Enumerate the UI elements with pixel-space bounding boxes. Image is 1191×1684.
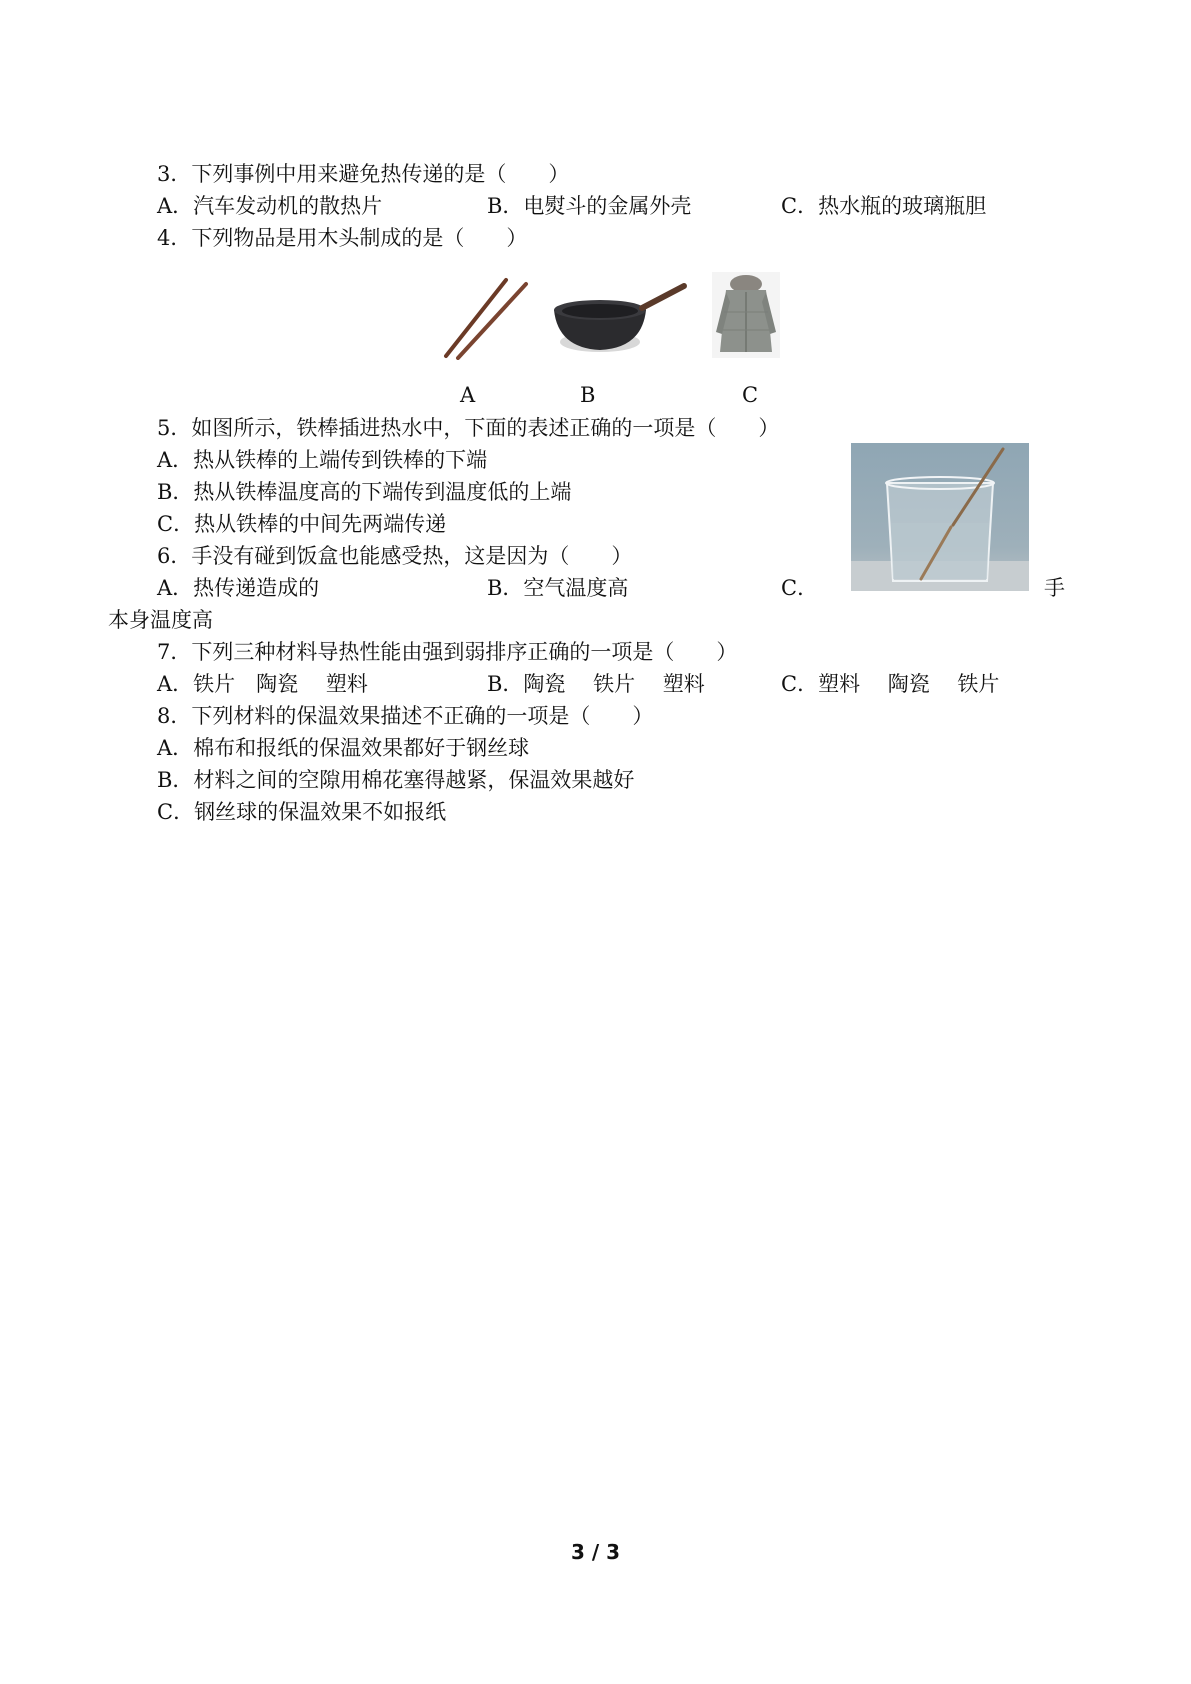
wok-image (550, 280, 690, 358)
chopsticks-image (440, 276, 532, 360)
down-jacket-image (712, 272, 780, 358)
q6-option-c-suffix: 手 (1044, 576, 1065, 600)
q7-option-b: B．陶瓷 铁片 塑料 (487, 672, 705, 696)
q8-option-c: C．钢丝球的保温效果不如报纸 (157, 800, 447, 824)
q5-option-c: C．热从铁棒的中间先两端传递 (157, 512, 447, 536)
q4-stem: 4．下列物品是用木头制成的是（ ） (157, 226, 528, 250)
q6-option-c-prefix: C． (781, 576, 819, 600)
q6-option-c-wrap: 本身温度高 (108, 608, 213, 632)
q8-option-b: B．材料之间的空隙用棉花塞得越紧，保温效果越好 (157, 768, 635, 792)
q7-option-c: C．塑料 陶瓷 铁片 (781, 672, 1000, 696)
q5-option-a: A．热从铁棒的上端传到铁棒的下端 (157, 448, 488, 472)
q6-option-a: A．热传递造成的 (157, 576, 320, 600)
q3-option-b: B．电熨斗的金属外壳 (487, 194, 692, 218)
q4-label-a: A (460, 383, 476, 407)
q4-label-b: B (580, 383, 596, 407)
q3-option-a: A．汽车发动机的散热片 (157, 194, 383, 218)
rod-in-water-beaker-image (851, 443, 1029, 591)
q4-label-c: C (742, 383, 759, 407)
q7-stem: 7．下列三种材料导热性能由强到弱排序正确的一项是（ ） (157, 640, 738, 664)
q7-option-a: A．铁片 陶瓷 塑料 (157, 672, 368, 696)
page-number: 3 / 3 (570, 1540, 621, 1564)
q8-option-a: A．棉布和报纸的保温效果都好于钢丝球 (157, 736, 530, 760)
q6-stem: 6．手没有碰到饭盒也能感受热，这是因为（ ） (157, 544, 633, 568)
q3-stem: 3．下列事例中用来避免热传递的是（ ） (157, 162, 570, 186)
q8-stem: 8．下列材料的保温效果描述不正确的一项是（ ） (157, 704, 654, 728)
q6-option-b: B．空气温度高 (487, 576, 629, 600)
q3-option-c: C．热水瓶的玻璃瓶胆 (781, 194, 987, 218)
q5-stem: 5．如图所示，铁棒插进热水中，下面的表述正确的一项是（ ） (157, 416, 780, 440)
q5-option-b: B．热从铁棒温度高的下端传到温度低的上端 (157, 480, 572, 504)
